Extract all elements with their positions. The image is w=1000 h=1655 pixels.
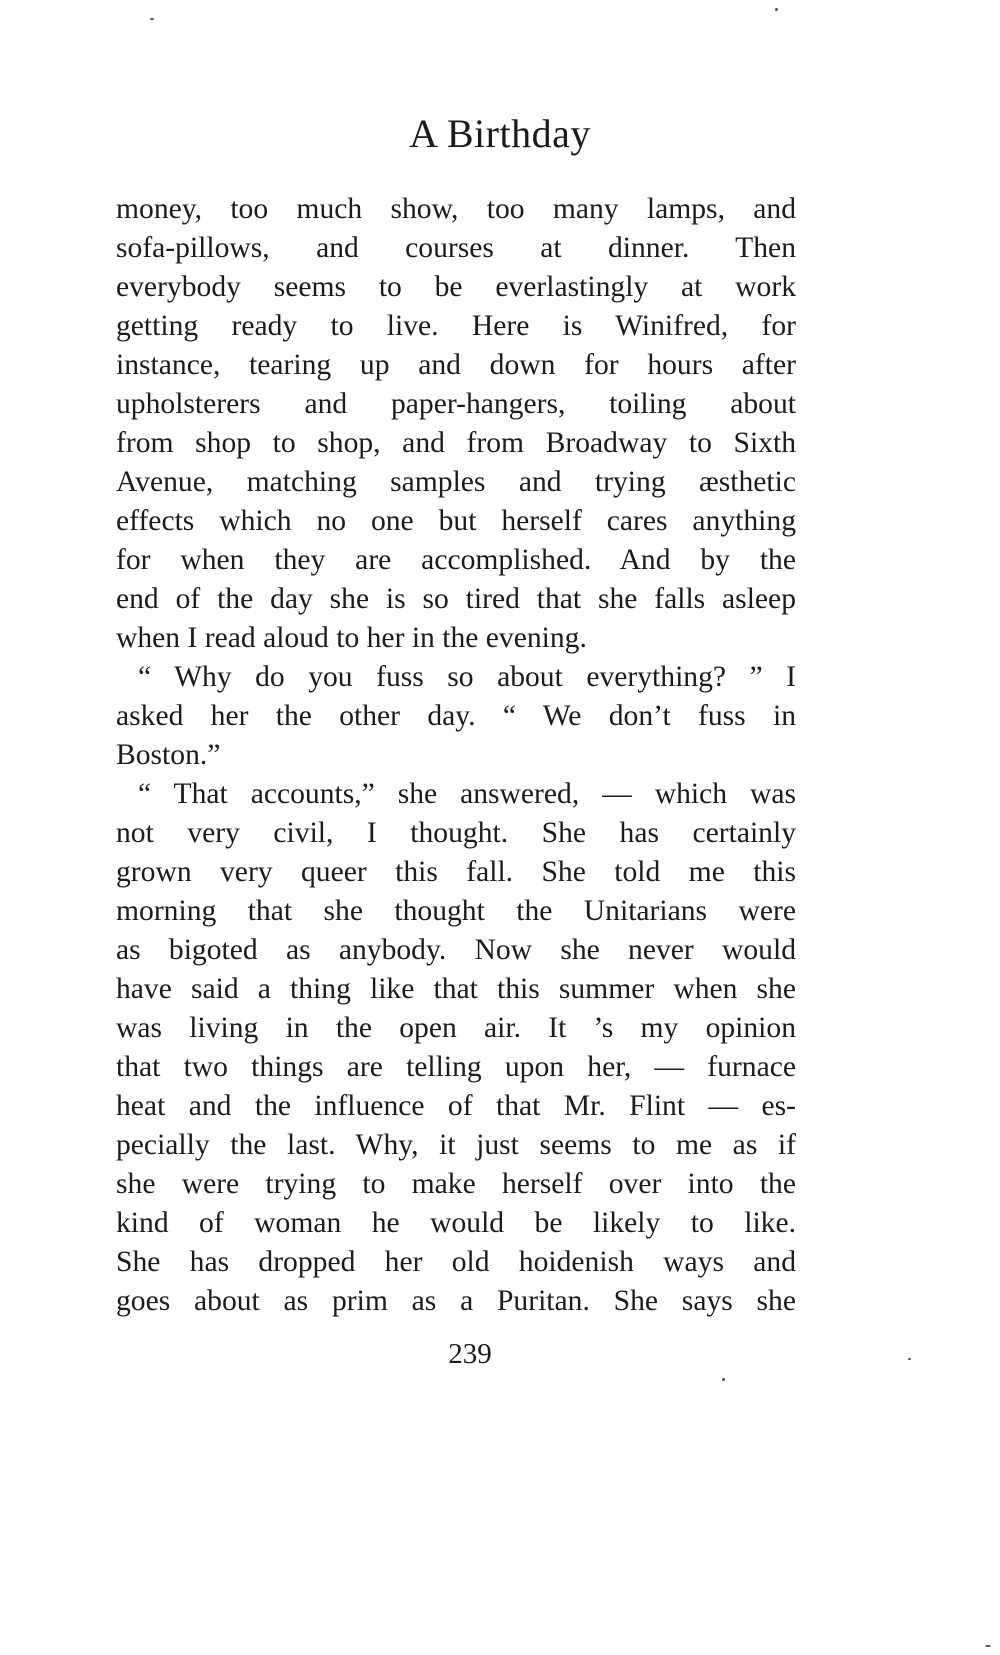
text-line: heat and the influence of that Mr. Flint — es- [116, 1090, 796, 1122]
text-line: money, too much show, too many lamps, and [116, 193, 796, 225]
text-line: Avenue, matching samples and trying æsthetic [116, 466, 796, 498]
text-line: goes about as prim as a Puritan. She says she [116, 1285, 796, 1317]
text-line: effects which no one but herself cares anything [116, 505, 796, 537]
running-title: A Birthday [409, 111, 591, 156]
text-line: was living in the open air. It ’s my opinion [116, 1012, 796, 1044]
text-line: she were trying to make herself over into the [116, 1168, 796, 1200]
scan-speck [985, 1645, 991, 1647]
text-line: getting ready to live. Here is Winifred, for [116, 310, 796, 342]
text-line: instance, tearing up and down for hours after [116, 349, 796, 381]
text-line: when I read aloud to her in the evening. [116, 622, 587, 654]
text-line: not very civil, I thought. She has certainly [116, 817, 796, 849]
text-line: from shop to shop, and from Broadway to Sixth [116, 427, 796, 459]
scan-speck [775, 8, 778, 11]
text-line: sofa-pillows, and courses at dinner. Then [116, 232, 796, 264]
text-line: end of the day she is so tired that she falls asleep [116, 583, 796, 615]
text-line: everybody seems to be everlastingly at work [116, 271, 796, 303]
scan-speck [722, 1378, 725, 1381]
text-line: She has dropped her old hoidenish ways and [116, 1246, 796, 1278]
text-line: morning that she thought the Unitarians were [116, 895, 796, 927]
text-line: have said a thing like that this summer when she [116, 973, 796, 1005]
text-line: as bigoted as anybody. Now she never would [116, 934, 796, 966]
text-line: for when they are accomplished. And by the [116, 544, 796, 576]
text-line: kind of woman he would be likely to like. [116, 1207, 796, 1239]
scan-speck [150, 18, 154, 20]
scan-speck [908, 1358, 911, 1360]
text-line: “ That accounts,” she answered, — which was [138, 778, 796, 810]
body-text [116, 190, 796, 1321]
page-number: 239 [448, 1338, 492, 1370]
text-line: upholsterers and paper-hangers, toiling about [116, 388, 796, 420]
text-line: pecially the last. Why, it just seems to me as if [116, 1129, 796, 1161]
text-line: Boston.” [116, 739, 221, 771]
text-line: that two things are telling upon her, — furnace [116, 1051, 796, 1083]
text-line: grown very queer this fall. She told me this [116, 856, 796, 888]
text-line: asked her the other day. “ We don’t fuss in [116, 700, 796, 732]
text-line: “ Why do you fuss so about everything? ” I [138, 661, 796, 693]
